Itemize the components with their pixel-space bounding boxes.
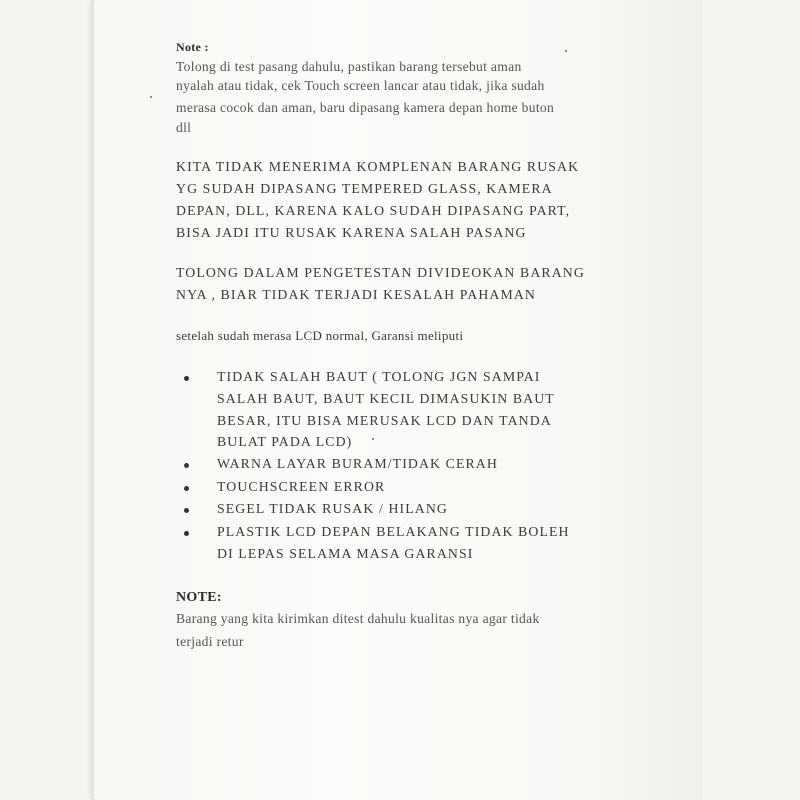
- warning-line-3: DEPAN, DLL, KARENA KALO SUDAH DIPASANG PART,: [176, 203, 571, 218]
- intro-line-1: Tolong di test pasang dahulu, pastikan barang tersebut aman: [176, 59, 522, 74]
- guarantee-item-1-line-4: BULAT PADA LCD): [217, 434, 353, 449]
- warning-line-2: YG SUDAH DIPASANG TEMPERED GLASS, KAMERA: [176, 181, 553, 196]
- intro-line-2: nyalah atau tidak, cek Touch screen lancar atau tidak, jika sudah: [176, 78, 545, 93]
- warning-line-4: BISA JADI ITU RUSAK KARENA SALAH PASANG: [176, 225, 527, 240]
- paper-speck: [565, 50, 567, 52]
- footer-heading: NOTE:: [176, 590, 222, 605]
- guarantee-item-4: SEGEL TIDAK RUSAK / HILANG: [217, 501, 448, 516]
- guarantee-intro: setelah sudah merasa LCD normal, Garansi meliputi: [176, 328, 464, 343]
- bullet-4: [184, 508, 189, 513]
- paper-speck: [372, 438, 374, 440]
- bullet-1: [184, 376, 189, 381]
- paper-speck: [150, 96, 152, 98]
- footer-line-1: Barang yang kita kirimkan ditest dahulu kualitas nya agar tidak: [176, 611, 540, 626]
- guarantee-item-1-line-1: TIDAK SALAH BAUT ( TOLONG JGN SAMPAI: [217, 369, 541, 384]
- guarantee-item-5-line-2: DI LEPAS SELAMA MASA GARANSI: [217, 546, 474, 561]
- guarantee-item-2: WARNA LAYAR BURAM/TIDAK CERAH: [217, 456, 498, 471]
- bullet-2: [184, 463, 189, 468]
- guarantee-item-5-line-1: PLASTIK LCD DEPAN BELAKANG TIDAK BOLEH: [217, 524, 570, 539]
- guarantee-item-3: TOUCHSCREEN ERROR: [217, 479, 386, 494]
- bullet-3: [184, 486, 189, 491]
- video-line-2: NYA , BIAR TIDAK TERJADI KESALAH PAHAMAN: [176, 287, 536, 302]
- guarantee-item-1-line-2: SALAH BAUT, BAUT KECIL DIMASUKIN BAUT: [217, 391, 555, 406]
- note-heading: Note :: [176, 40, 209, 54]
- paper-edge: [92, 0, 94, 800]
- warning-line-1: KITA TIDAK MENERIMA KOMPLENAN BARANG RUSAK: [176, 159, 580, 174]
- intro-line-3: merasa cocok dan aman, baru dipasang kamera depan home buton: [176, 100, 555, 115]
- video-line-1: TOLONG DALAM PENGETESTAN DIVIDEOKAN BARANG: [176, 265, 585, 280]
- intro-line-4: dll: [176, 120, 192, 135]
- guarantee-item-1-line-3: BESAR, ITU BISA MERUSAK LCD DAN TANDA: [217, 413, 552, 428]
- bullet-5: [184, 531, 189, 536]
- footer-line-2: terjadi retur: [176, 634, 244, 649]
